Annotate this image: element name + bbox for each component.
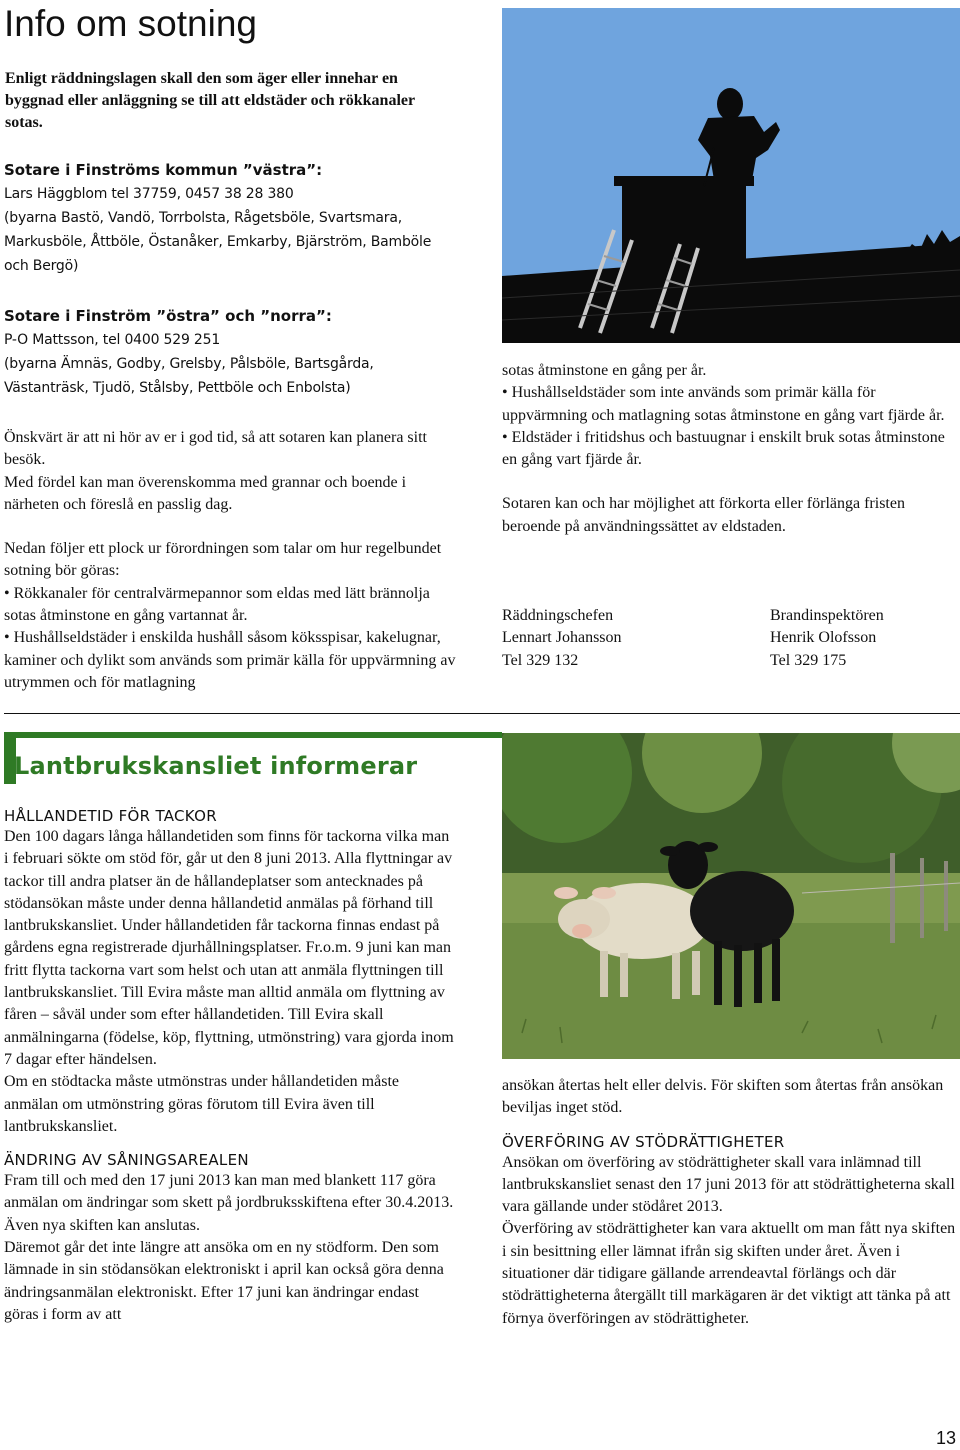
section-divider bbox=[4, 713, 960, 714]
lantbruk-body-right bbox=[502, 1075, 960, 1330]
sig-name: Henrik Olofsson bbox=[770, 629, 877, 647]
intro-lead: Enligt räddningslagen skall den som äger eller innehar en byggnad eller anläggning se till att eldstäder och rökkanaler sotas. bbox=[5, 70, 415, 131]
para-holding-period: Den 100 dagars långa hållandetiden som finns för tackorna vilka man i februari sökte om stöd för, går ut den 8 juni 2013. Alla flyttningar av tackor till andra platser än de hållandeplatser som antecknades på stödansökan måste under denna hållandetid anmälas på förhand till lantbrukskansliet. Under hållandetiden får tackorna finnas endast på gårdens egna registrerade djurhållningsplatser. Fr.o.m. 9 juni kan man fritt flytta tackorna vart som helst och utan att anmäla flyttningen till lantbrukskansliet. Till Evira måste man alltid anmäla om flyttning av fåren – såväl under som efter hållandetiden. Till Evira skall anmälningarna (födelse, köp, flyttning, utmönstring) vara gjorda inom 7 dagar efter händelsen. bbox=[4, 828, 454, 1068]
sotning-body-right bbox=[502, 360, 960, 538]
para-contact: Önskvärt är att ni hör av er i god tid, så att sotaren kan planera sitt besök. bbox=[4, 429, 427, 469]
bullet-central-heating: • Rökkanaler för centralvärmepannor som eldas med lätt brännolja sotas åtminstone en gång vartannat år. bbox=[4, 584, 430, 625]
lantbruk-banner bbox=[4, 732, 502, 784]
bullet-household-primary: • Hushållseldstäder i enskilda hushåll såsom köksspisar, kakelugnar, kaminer och dylikt som används som primär källa för uppvärmning av utrymmen och för matlagning bbox=[4, 629, 456, 691]
sotning-body-left bbox=[4, 427, 456, 694]
para-withdraw: ansökan återtas helt eller delvis. För skiften som återtas från ansökan beviljas inget stöd. bbox=[502, 1077, 944, 1117]
page-number: 13 bbox=[935, 1428, 956, 1448]
signature-fire-chief bbox=[502, 605, 732, 672]
heading-holding-period: HÅLLANDETID FÖR TACKOR bbox=[4, 807, 217, 825]
bullet-leisure-sauna: • Eldstäder i fritidshus och bastuugnar i enskilt bruk sotas åtminstone en gång vart fjärde år. bbox=[502, 428, 945, 469]
para-intro: Nedan följer ett plock ur förordningen som talar om hur regelbundet sotning bör göras: bbox=[4, 540, 442, 580]
east-villages: (byarna Ämnäs, Godby, Grelsby, Pålsböle, Bartsgårda, Västanträsk, Tjudö, Stålsby, Pettböle och Enbolsta) bbox=[4, 356, 374, 396]
sheep-photo bbox=[502, 733, 960, 1059]
page-title: Info om sotning bbox=[4, 3, 257, 44]
east-contact: P-O Mattsson, tel 0400 529 251 bbox=[4, 332, 221, 348]
sig-name: Lennart Johansson bbox=[502, 629, 622, 647]
chimney-sweep-west bbox=[4, 158, 474, 278]
east-heading: Sotare i Finström ”östra” och ”norra”: bbox=[4, 307, 332, 325]
sig-phone: Tel 329 132 bbox=[502, 651, 579, 669]
chimney-sweep-photo bbox=[502, 8, 960, 343]
para-sowing-area: Fram till och med den 17 juni 2013 kan man med blankett 117 göra anmälan om ändringar som skett på jordbruksskiftena efter 30.4.2013. Även nya skiften kan anslutas. bbox=[4, 1172, 454, 1234]
para-new-support: Däremot går det inte längre att ansöka om en ny stödform. Den som lämnade in sin stödansökan elektroniskt i april kan också göra denna ändringsanmälan elektroniskt. Efter 17 juni kan ändringar endast göras i form av att bbox=[4, 1239, 444, 1323]
sheep-pasture bbox=[502, 733, 960, 1059]
sig-role: Räddningschefen bbox=[502, 607, 614, 624]
chimney-sweep-east bbox=[4, 304, 474, 400]
lantbruk-body-left bbox=[4, 806, 456, 1326]
para-neighbors: Med fördel kan man överenskomma med grannar och boende i närheten och föreslå en passlig dag. bbox=[4, 473, 407, 513]
para-support-rights-transfer: Överföring av stödrättigheter kan vara aktuellt om man fått nya skiften i sin besittning eller lämnat ifrån sig skiften under året. Även i situationer där tidigare gällande arrendeavtal förlängs och där stödrättigheterna återgällt till markägaren är det viktigt att tänka på att förnya överföringen av stödrättigheter. bbox=[502, 1220, 956, 1327]
bullet-household-secondary: • Hushållseldstäder som inte används som primär källa för uppvärmning och matlagning sotas åtminstone en gång vart fjärde år. bbox=[502, 384, 945, 424]
heading-support-rights: ÖVERFÖRING AV STÖDRÄTTIGHETER bbox=[502, 1132, 785, 1151]
west-villages: (byarna Bastö, Vandö, Torrbolsta, Rågetsböle, Svartsmara, Markusböle, Åttböle, Östanåker, Emkarby, Bjärström, Bamböle och Bergö) bbox=[4, 210, 432, 274]
sig-phone: Tel 329 175 bbox=[770, 651, 847, 669]
chimney-sweep-silhouette bbox=[502, 8, 960, 343]
sig-role: Brandinspektören bbox=[770, 607, 884, 624]
para-cull: Om en stödtacka måste utmönstras under hållandetiden måste anmälan om utmönstring göras förutom till Evira även till lantbrukskansliet. bbox=[4, 1073, 399, 1135]
para-shorten-extend: Sotaren kan och har möjlighet att förkorta eller förlänga fristen beroende på användningssättet av eldstaden. bbox=[502, 495, 905, 535]
para-support-rights-deadline: Ansökan om överföring av stödrättigheter skall vara inlämnad till lantbrukskansliet senast den 17 juni 2013 för att stödrättigheterna skall vara gällande under stödåret 2013. bbox=[502, 1153, 955, 1216]
heading-sowing-area: ÄNDRING AV SÅNINGSAREALEN bbox=[4, 1151, 249, 1170]
banner-title: Lantbrukskansliet informerar bbox=[14, 752, 418, 780]
bullet-household-primary-end: sotas åtminstone en gång per år. bbox=[502, 362, 707, 379]
west-heading: Sotare i Finströms kommun ”västra”: bbox=[4, 161, 323, 179]
signature-fire-inspector bbox=[770, 605, 960, 672]
west-contact: Lars Häggblom tel 37759, 0457 38 28 380 bbox=[4, 186, 294, 202]
